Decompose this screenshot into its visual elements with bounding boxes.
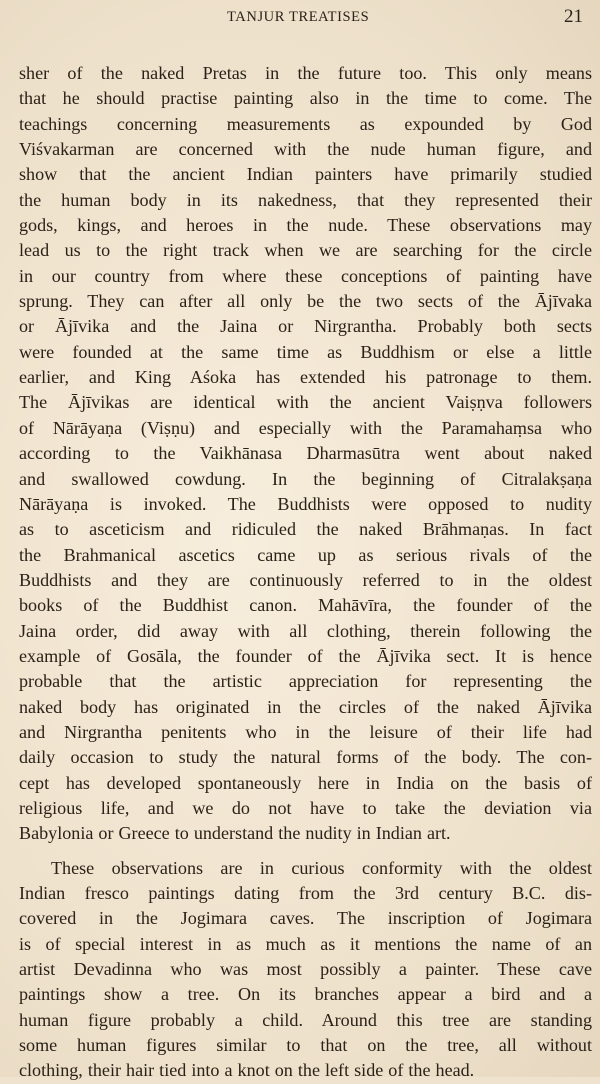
text-line: in our country from where these conceptions of painting have: [19, 265, 592, 286]
text-line: is of special interest in as much as it mentions the name of an: [19, 933, 592, 954]
text-line: according to the Vaikhānasa Dharmasūtra went about naked: [19, 443, 592, 464]
text-line: paintings show a tree. On its branches appear a bird and a: [19, 984, 592, 1005]
text-line: and Nirgrantha penitents who in the leisure of their life had: [19, 721, 592, 742]
text-line: were founded at the same time as Buddhism or else a little: [19, 341, 592, 362]
text-line: human figure probably a child. Around this tree are standing: [19, 1009, 592, 1030]
text-line: daily occasion to study the natural forms of the body. The con-: [19, 747, 592, 768]
text-line: of Nārāyaṇa (Viṣṇu) and especially with the Paramahaṃsa who: [19, 417, 592, 438]
text-line: sher of the naked Pretas in the future too. This only means: [19, 63, 592, 83]
text-line: Buddhists and they are continuously referred to in the oldest: [19, 569, 592, 590]
paragraph-2: [19, 856, 592, 1084]
text-line: as to asceticism and ridiculed the naked Brāhmaṇas. In fact: [19, 519, 592, 540]
text-line: books of the Buddhist canon. Mahāvīra, the founder of the: [19, 595, 592, 616]
page-header: [0, 6, 600, 30]
text-line: show that the ancient Indian painters have primarily studied: [19, 164, 592, 185]
text-line: Viśvakarman are concerned with the nude human figure, and: [19, 139, 592, 160]
paragraph-1: [19, 61, 592, 847]
text-line: naked body has originated in the circles of the naked Ājīvika: [19, 696, 592, 717]
text-line: Indian fresco paintings dating from the 3rd century B.C. dis-: [19, 883, 592, 903]
running-head: TANJUR TREATISES: [227, 9, 370, 25]
text-line: The Ājīvikas are identical with the ancient Vaiṣṇva followers: [19, 392, 592, 413]
text-line: probable that the artistic appreciation for representing the: [19, 671, 592, 692]
text-line: or Ājīvika and the Jaina or Nirgrantha. Probably both sects: [19, 316, 592, 337]
text-line: Nārāyaṇa is invoked. The Buddhists were opposed to nudity: [19, 493, 592, 514]
text-line: and swallowed cowdung. In the beginning of Citralakṣaṇa: [19, 468, 592, 489]
text-line: lead us to the right track when we are searching for the circle: [19, 240, 592, 261]
text-line: Jaina order, did away with all clothing, therein following the: [19, 620, 592, 641]
text-line: artist Devadinna who was most possibly a painter. These cave: [19, 959, 592, 980]
text-line: some human figures similar to that on the tree, all without: [19, 1035, 592, 1056]
text-line: example of Gosāla, the founder of the Ājīvika sect. It is hence: [19, 645, 592, 666]
text-line: that he should practise painting also in the time to come. The: [19, 88, 592, 109]
text-line: earlier, and King Aśoka has extended his patronage to them.: [19, 367, 592, 388]
text-line: clothing, their hair tied into a knot on the left side of the head.: [19, 1060, 475, 1081]
text-line: cept has developed spontaneously here in India on the basis of: [19, 772, 592, 793]
text-line: gods, kings, and heroes in the nude. These observations may: [19, 215, 592, 236]
text-line: covered in the Jogimara caves. The inscription of Jogimara: [19, 908, 592, 929]
text-line: These observations are in curious conformity with the oldest: [51, 857, 592, 878]
body-text: [19, 61, 592, 1084]
page-number: 21: [564, 6, 583, 27]
text-line: sprung. They can after all only be the two sects of the Ājīvaka: [19, 291, 592, 312]
text-line: Babylonia or Greece to understand the nudity in Indian art.: [19, 823, 451, 844]
text-line: the Brahmanical ascetics came up as serious rivals of the: [19, 544, 592, 565]
text-line: teachings concerning measurements as expounded by God: [19, 113, 592, 134]
text-line: the human body in its nakedness, that they represented their: [19, 189, 592, 210]
text-line: religious life, and we do not have to take the deviation via: [19, 797, 592, 818]
